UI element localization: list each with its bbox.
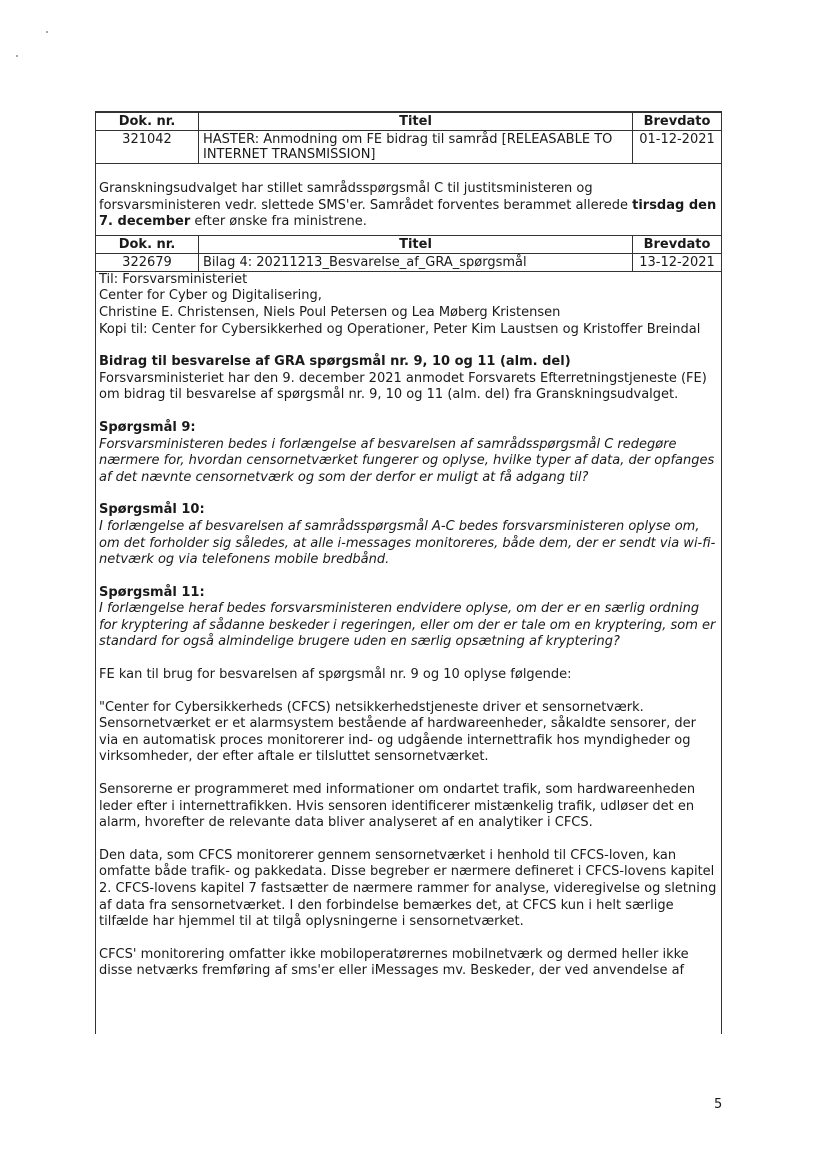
table-header-row: [96, 235, 721, 253]
header-titel: Titel: [199, 235, 633, 253]
document-table-2: [96, 235, 721, 272]
question-9-label: Spørgsmål 9:: [99, 419, 196, 435]
recipient-to: Til: Forsvarsministeriet: [99, 271, 248, 287]
entry1-description: [96, 164, 721, 235]
recipient-copy: Kopi til: Center for Cybersikkerhed og Operationer, Peter Kim Laustsen og Kristoffer Breindal: [99, 321, 701, 337]
document-table-1: [96, 112, 721, 164]
entry1-titel: HASTER: Anmodning om FE bidrag til samråd [RELEASABLE TO INTERNET TRANSMISSION]: [199, 131, 633, 164]
entry1-brevdato: 01-12-2021: [633, 131, 722, 164]
contribution-heading: Bidrag til besvarelse af GRA spørgsmål nr. 9, 10 og 11 (alm. del): [99, 354, 571, 370]
question-10-label: Spørgsmål 10:: [99, 502, 205, 518]
header-titel: Titel: [199, 113, 633, 131]
recipient-line3: Christine E. Christensen, Niels Poul Petersen og Lea Møberg Kristensen: [99, 304, 561, 320]
entry1-dok-nr: 321042: [96, 131, 199, 164]
entry2-brevdato: 13-12-2021: [633, 253, 722, 271]
answer-paragraph: Den data, som CFCS monitorerer gennem sensornetværket i henhold til CFCS-loven, kan omfatte både trafik- og pakkedata. Disse begreber er nærmere defineret i CFCS-lovens kapitel 2. CFCS-lovens kapitel 7 fastsætter de nærmere rammer for analyse, videregivelse og sletning af data fra sensornetværket. I den forbindelse bemærkes det, at CFCS kun i helt særlige tilfælde har hjemmel til at tilgå oplysningerne i sensornetværket.: [99, 847, 717, 930]
header-brevdato: Brevdato: [633, 113, 722, 131]
page-number: 5: [714, 1097, 723, 1112]
question-9-text: Forsvarsministeren bedes i forlængelse af besvarelsen af samrådsspørgsmål C redegøre nærmere for, hvordan censornetværket fungerer og oplyse, hvilke typer af data, der opfanges af det nævnte censornetværk og som der derfor er muligt at få adgang til?: [99, 436, 715, 485]
letter-body: [96, 272, 721, 980]
document-frame: [95, 111, 722, 1034]
answer-paragraph: Sensorerne er programmeret med informationer om ondartet trafik, som hardwareenheden leder efter i internettrafikken. Hvis sensoren identificerer mistænkelig trafik, udløser det en alarm, hvorefter de relevante data bliver analyseret af en analytiker i CFCS.: [99, 782, 696, 831]
answer-intro: FE kan til brug for besvarelsen af spørgsmål nr. 9 og 10 oplyse følgende:: [99, 667, 572, 683]
question-11-label: Spørgsmål 11:: [99, 584, 205, 600]
header-dok-nr: Dok. nr.: [96, 235, 199, 253]
entry1-text-bold: tirsdag den 7. december: [99, 197, 717, 230]
entry1-text-part2: efter ønske fra ministrene.: [190, 214, 367, 230]
table-row: [96, 253, 721, 271]
header-dok-nr: Dok. nr.: [96, 113, 199, 131]
scan-speck: [46, 31, 48, 33]
table-row: [96, 131, 721, 164]
header-brevdato: Brevdato: [633, 235, 722, 253]
question-10-text: I forlængelse af besvarelsen af samrådsspørgsmål A-C bedes forsvarsministeren oplyse om, om det forholder sig således, at alle i-messages monitoreres, både dem, der er sendt via wi-fi-netværk og via telefonens mobile bredbånd.: [99, 518, 716, 568]
scan-speck: [16, 55, 18, 57]
answer-paragraph: CFCS' monitorering omfatter ikke mobiloperatørernes mobilnetværk og dermed heller ikke disse netværks fremføring af sms'er eller iMessages mv. Beskeder, der ved anvendelse af: [99, 946, 689, 979]
entry1-text-part1: Granskningsudvalget har stillet samrådsspørgsmål C til justitsministeren og forsvarsministeren vedr. slettede SMS'er. Samrådet forventes berammet allerede: [99, 181, 633, 213]
recipient-line2: Center for Cyber og Digitalisering,: [99, 288, 322, 304]
entry2-titel: Bilag 4: 20211213_Besvarelse_af_GRA_spørgsmål: [199, 253, 633, 271]
answer-paragraph: "Center for Cybersikkerheds (CFCS) netsikkerhedstjeneste driver et sensornetværk. Sensornetværket er et alarmsystem bestående af hardwareenheder, såkaldte sensorer, der via en automatisk proces monitorerer ind- og udgående internettrafik hos myndigheder og virksomheder, der efter aftale er tilsluttet sensornetværket.: [99, 699, 696, 765]
table-header-row: [96, 113, 721, 131]
contribution-text: Forsvarsministeriet har den 9. december 2021 anmodet Forsvarets Efterretningstjeneste (FE) om bidrag til besvarelse af spørgsmål nr. 9, 10 og 11 (alm. del) fra Granskningsudvalget.: [99, 370, 707, 403]
entry2-dok-nr: 322679: [96, 253, 199, 271]
question-11-text: I forlængelse heraf bedes forsvarsministeren endvidere oplyse, om der er en særlig ordning for kryptering af sådanne beskeder i regeringen, eller om der er tale om en kryptering, som er standard for også almindelige brugere uden en særlig opsætning af kryptering?: [99, 601, 716, 650]
